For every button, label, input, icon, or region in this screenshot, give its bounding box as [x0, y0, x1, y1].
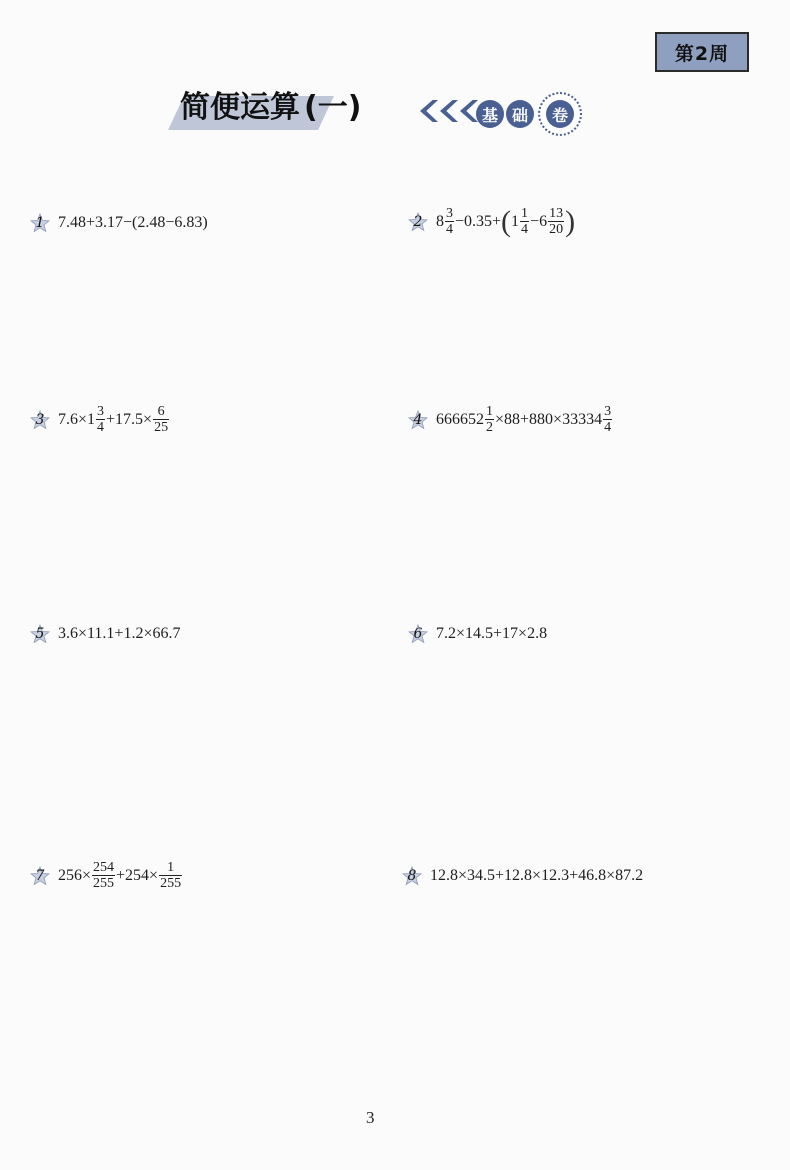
chevron-left-icon [420, 100, 438, 122]
fraction [603, 404, 612, 435]
expr-part: 7.6×1 [58, 410, 96, 428]
denominator: 2 [486, 420, 493, 435]
numerator: 1 [486, 404, 493, 419]
problem-number-badge [408, 410, 428, 430]
chevron-icons [420, 100, 480, 126]
problem-number-badge [408, 212, 428, 232]
week-badge: 第2周 [655, 32, 749, 72]
fraction [159, 860, 182, 891]
numerator: 1 [521, 206, 529, 221]
problem-expression: 12.8×34.5+12.8×12.3+46.8×87.2 [430, 867, 644, 884]
level-char-ring [538, 92, 582, 136]
fraction [445, 206, 454, 237]
title-text: 简便运算 [180, 90, 300, 125]
problem-8 [402, 866, 643, 886]
problem-number-badge [30, 624, 50, 644]
left-paren: ( [501, 204, 512, 238]
expr-part: 8 [436, 212, 444, 230]
problem-expression: 7.2×14.5+17×2.8 [436, 625, 548, 642]
problem-number-badge [402, 866, 422, 886]
problem-expression: 3.6×11.1+1.2×66.7 [58, 625, 181, 642]
denominator: 20 [549, 222, 564, 237]
fraction [520, 206, 529, 237]
level-label [476, 92, 584, 136]
problem-number: 5 [35, 626, 45, 642]
problem-number: 3 [35, 411, 45, 428]
denominator: 255 [160, 876, 182, 891]
expr-part: 256× [58, 866, 92, 884]
problem-number: 2 [413, 213, 423, 230]
fraction [92, 860, 115, 891]
denominator: 25 [154, 420, 169, 435]
problem-number-badge [30, 866, 50, 886]
problem-number: 7 [35, 867, 45, 884]
denominator: 255 [93, 876, 115, 891]
expr-part: ×88+880×33334 [495, 410, 603, 428]
expr-part: +254× [116, 866, 159, 884]
denominator: 4 [446, 222, 453, 237]
numerator: 1 [167, 860, 175, 875]
page-number: 3 [366, 1108, 375, 1127]
numerator: 13 [549, 206, 564, 221]
expr-part: 1 [511, 212, 520, 230]
problem-6 [408, 624, 547, 644]
expr-part: 666652 [436, 410, 484, 428]
problem-5 [30, 624, 180, 644]
right-paren: ) [565, 204, 576, 238]
fraction [96, 404, 105, 435]
problem-number-badge [30, 213, 50, 233]
problem-number: 6 [413, 626, 423, 642]
problem-3 [30, 404, 170, 435]
problem-number: 8 [407, 868, 417, 884]
numerator: 254 [93, 860, 115, 875]
denominator: 4 [604, 420, 612, 435]
expr-part: −0.35+ [455, 212, 502, 230]
expr-part: −6 [530, 212, 548, 230]
level-char: 基 [476, 100, 504, 128]
denominator: 4 [521, 222, 529, 237]
numerator: 3 [604, 404, 612, 419]
title-suffix: (一) [304, 90, 362, 125]
expr-part: +17.5× [106, 410, 153, 428]
chevron-left-icon [440, 100, 458, 122]
problem-expression: 7.48+3.17−(2.48−6.83) [58, 214, 208, 231]
problem-2 [408, 206, 575, 237]
numerator: 3 [446, 206, 453, 221]
fraction [485, 404, 494, 435]
level-char: 卷 [546, 100, 574, 128]
problem-number: 4 [413, 411, 423, 428]
fraction [548, 206, 564, 237]
problem-number: 1 [35, 215, 45, 231]
problem-number-badge [408, 624, 428, 644]
denominator: 4 [97, 420, 105, 435]
problem-7 [30, 860, 183, 891]
numerator: 6 [157, 404, 165, 419]
problem-1 [30, 213, 208, 233]
problem-4 [408, 404, 613, 435]
level-char: 础 [506, 100, 534, 128]
fraction [153, 404, 169, 435]
problem-number-badge [30, 410, 50, 430]
numerator: 3 [97, 404, 105, 419]
